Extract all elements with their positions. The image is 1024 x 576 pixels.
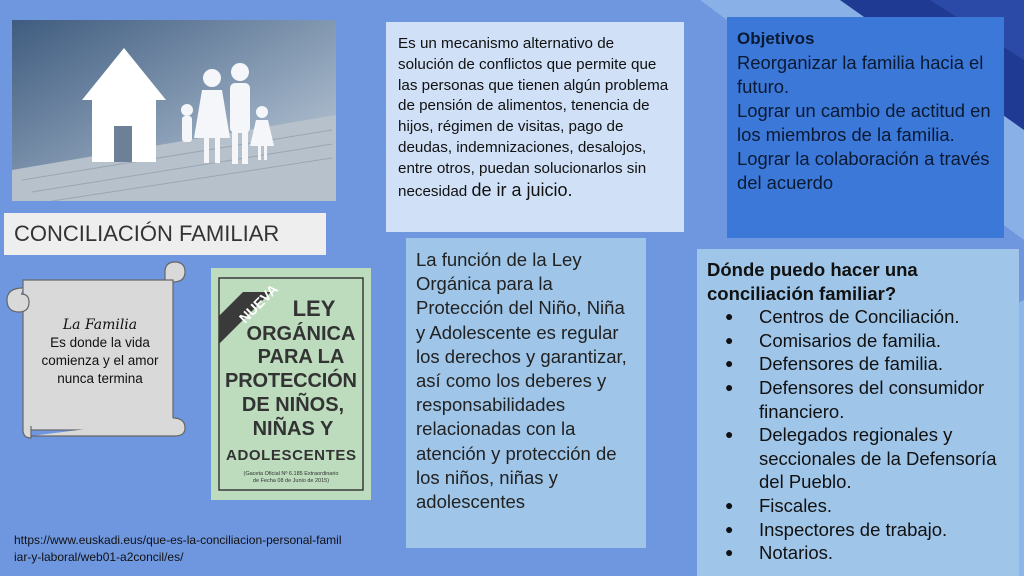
law-book-cover-art (211, 268, 371, 500)
objective-item: Lograr un cambio de actitud en los miembros de la familia. (737, 100, 991, 145)
objective-item: Lograr la colaboración a través del acuerdo (737, 148, 990, 193)
cover-line: DE NIÑOS, (241, 394, 345, 416)
cover-footer: de Fecha 08 de Junio de 2015) (252, 478, 330, 484)
objective-item: Reorganizar la familia hacia el futuro. (737, 52, 984, 97)
cover-stamp: NUEVA (235, 280, 282, 327)
definition-text-small: necesidad (398, 182, 468, 200)
law-function-box: La función de la Ley Orgánica para la Protección del Niño, Niña y Adolescente es regular los derechos y garantizar, así como los deberes y responsabilidades relacionadas con la atención y protección de los niños, niñas y adolescentes (406, 238, 646, 548)
objectives-box (727, 17, 1004, 238)
list-item: ● Delegados regionales y seccionales de la Defensoría del Pueblo. (707, 423, 1013, 494)
cover-line: LEY (292, 296, 336, 321)
cover-line: PROTECCIÓN (225, 370, 357, 392)
list-item: ● Defensores de familia. (707, 352, 1013, 376)
list-item: ● Centros de Conciliación. (707, 305, 1013, 329)
definition-box (386, 22, 684, 232)
objectives-heading: Objetivos (737, 29, 815, 48)
family-house-photo (12, 20, 336, 201)
where-list (707, 305, 1013, 565)
definition-text: Es un mecanismo alternativo de solución de conflictos que permite que las personas que tienen algún problema de pensión de alimentos, tenencia de hijos, régimen de visitas, pago de deudas, indemnizaciones, desalojos, entre otros, puedan solucionarlos sin (398, 35, 669, 177)
law-book-cover (211, 268, 371, 500)
list-item: ● Inspectores de trabajo. (707, 518, 1013, 542)
where-heading: Dónde puedo hacer una conciliación familiar? (707, 259, 918, 304)
scroll-body: Es donde la vida comienza y el amor nunca termina (41, 335, 159, 386)
scroll-text-block (30, 316, 170, 388)
cover-line: ADOLESCENTES (226, 447, 356, 464)
source-url[interactable]: https://www.euskadi.eus/que-es-la-conciliacion-personal-familiar-y-laboral/web01-a2concil/es/ (14, 533, 342, 564)
list-item: ● Comisarios de familia. (707, 329, 1013, 353)
list-item: ● Defensores del consumidor financiero. (707, 376, 1013, 423)
cover-footer: (Gaceta Oficial Nº 6.185 Extraordinario (243, 471, 339, 477)
cover-line: PARA LA (257, 346, 345, 368)
cover-line: ORGÁNICA (246, 323, 356, 345)
where-box (697, 249, 1019, 576)
page-title: CONCILIACIÓN FAMILIAR (4, 213, 326, 255)
scroll-title: La Familia (62, 317, 138, 333)
list-item: ● Notarios. (707, 541, 1013, 565)
list-item: ● Fiscales. (707, 494, 1013, 518)
cover-line: NIÑAS Y (252, 418, 334, 440)
definition-text-large: de ir a juicio. (471, 179, 573, 200)
